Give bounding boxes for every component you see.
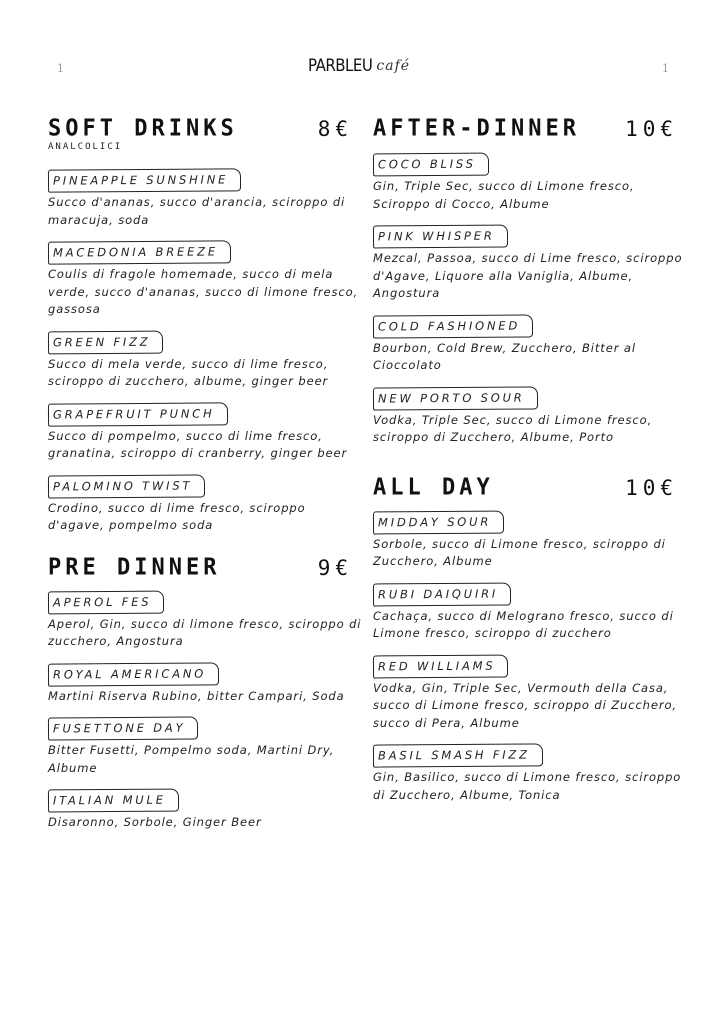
section-header: [373, 110, 678, 140]
item-description: Crodino, succo di lime fresco, sciroppo d'agave, pompelmo soda: [48, 500, 306, 532]
menu-item: [48, 717, 363, 777]
item-description: Gin, Basilico, succo di Limone fresco, sciroppo di Zucchero, Albume, Tonica: [373, 770, 682, 802]
section-after-dinner: [373, 110, 688, 447]
item-description: Cachaça, succo di Melograno fresco, succo di Limone fresco, sciroppo di zucchero: [373, 608, 674, 640]
menu-item: [373, 387, 688, 447]
item-name: ITALIAN MULE: [48, 789, 179, 813]
item-description: Vodka, Triple Sec, succo di Limone fresco, sciroppo di Zucchero, Albume, Porto: [373, 412, 653, 444]
brand-name: PARBLEU: [308, 54, 373, 76]
menu-item: [373, 511, 688, 571]
section-price: 9€: [317, 555, 353, 580]
item-name: COLD FASHIONED: [373, 314, 533, 338]
menu-item: [48, 169, 363, 229]
item-name: GRAPEFRUIT PUNCH: [48, 402, 228, 426]
menu-item: [373, 655, 688, 733]
menu-item: [373, 583, 688, 643]
section-price: 10€: [625, 117, 678, 141]
item-description: Succo di pompelmo, succo di lime fresco, granatina, sciroppo di cranberry, ginger beer: [48, 428, 348, 460]
item-name: NEW PORTO SOUR: [373, 386, 538, 410]
item-name: APEROL FES: [48, 590, 165, 614]
item-name: RUBI DAIQUIRI: [373, 582, 511, 606]
item-name: COCO BLISS: [373, 153, 489, 177]
right-column: [373, 110, 688, 804]
menu-item: [48, 475, 363, 535]
menu-item: [48, 591, 363, 651]
item-name: ROYAL AMERICANO: [48, 662, 219, 686]
section-title: ALL DAY: [373, 473, 494, 501]
section-soft-drinks: [48, 110, 363, 535]
item-description: Disaronno, Sorbole, Ginger Beer: [48, 815, 262, 829]
menu-item: [48, 789, 363, 832]
section-title: SOFT DRINKS: [48, 115, 238, 142]
item-description: Bourbon, Cold Brew, Zucchero, Bitter al Cioccolato: [373, 340, 636, 372]
menu-item: [373, 315, 688, 375]
section-title: AFTER-DINNER: [373, 115, 580, 142]
section-header: [373, 469, 678, 499]
menu-item: [48, 663, 363, 706]
item-description: Martini Riserva Rubino, bitter Campari, Soda: [48, 688, 345, 703]
item-name: PALOMINO TWIST: [48, 474, 205, 498]
item-description: Gin, Triple Sec, succo di Limone fresco, Sciroppo di Cocco, Albume: [373, 179, 635, 211]
section-header: [48, 549, 353, 579]
brand-logo: [308, 56, 410, 74]
menu-item: [373, 153, 688, 213]
section-price: 8€: [317, 117, 353, 141]
section-title: PRE DINNER: [48, 553, 221, 581]
item-description: Succo di mela verde, succo di lime fresco, sciroppo di zucchero, albume, ginger beer: [48, 356, 329, 388]
item-name: GREEN FIZZ: [48, 330, 164, 354]
section-header: [48, 110, 353, 140]
item-description: Sorbole, succo di Limone fresco, sciroppo di Zucchero, Albume: [373, 536, 666, 568]
menu-item: [48, 241, 363, 319]
item-description: Bitter Fusetti, Pompelmo soda, Martini Dry, Albume: [48, 743, 335, 775]
menu-item: [373, 744, 688, 804]
item-description: Aperol, Gin, succo di limone fresco, sciroppo di zucchero, Angostura: [48, 616, 362, 648]
left-column: [48, 110, 363, 832]
menu-item: [48, 331, 363, 391]
item-description: Succo d'ananas, succo d'arancia, sciroppo di maracuja, soda: [48, 195, 346, 227]
item-name: BASIL SMASH FIZZ: [373, 743, 543, 767]
brand-subtitle: café: [376, 58, 411, 74]
item-name: PINEAPPLE SUNSHINE: [48, 168, 241, 192]
item-description: Vodka, Gin, Triple Sec, Vermouth della Casa, succo di Limone fresco, sciroppo di Zucchero, succo di Pera, Albume: [373, 680, 677, 730]
item-name: PINK WHISPER: [373, 225, 508, 249]
section-pre-dinner: [48, 549, 363, 832]
item-name: FUSETTONE DAY: [48, 716, 199, 740]
section-all-day: [373, 469, 688, 805]
item-name: MIDDAY SOUR: [373, 510, 504, 534]
menu-item: [373, 225, 688, 303]
section-subtitle: ANALCOLICI: [48, 142, 123, 152]
page-number-right: 1: [662, 62, 669, 75]
section-price: 10€: [625, 475, 678, 500]
item-description: Mezcal, Passoa, succo di Lime fresco, sciroppo d'Agave, Liquore alla Vaniglia, Albume, Angostura: [373, 251, 683, 300]
item-name: MACEDONIA BREEZE: [48, 240, 231, 264]
item-name: RED WILLIAMS: [373, 654, 509, 678]
item-description: Coulis di fragole homemade, succo di mela verde, succo d'ananas, succo di limone fresco, gassosa: [48, 267, 359, 316]
menu-item: [48, 403, 363, 463]
page-number-left: 1: [57, 62, 64, 75]
